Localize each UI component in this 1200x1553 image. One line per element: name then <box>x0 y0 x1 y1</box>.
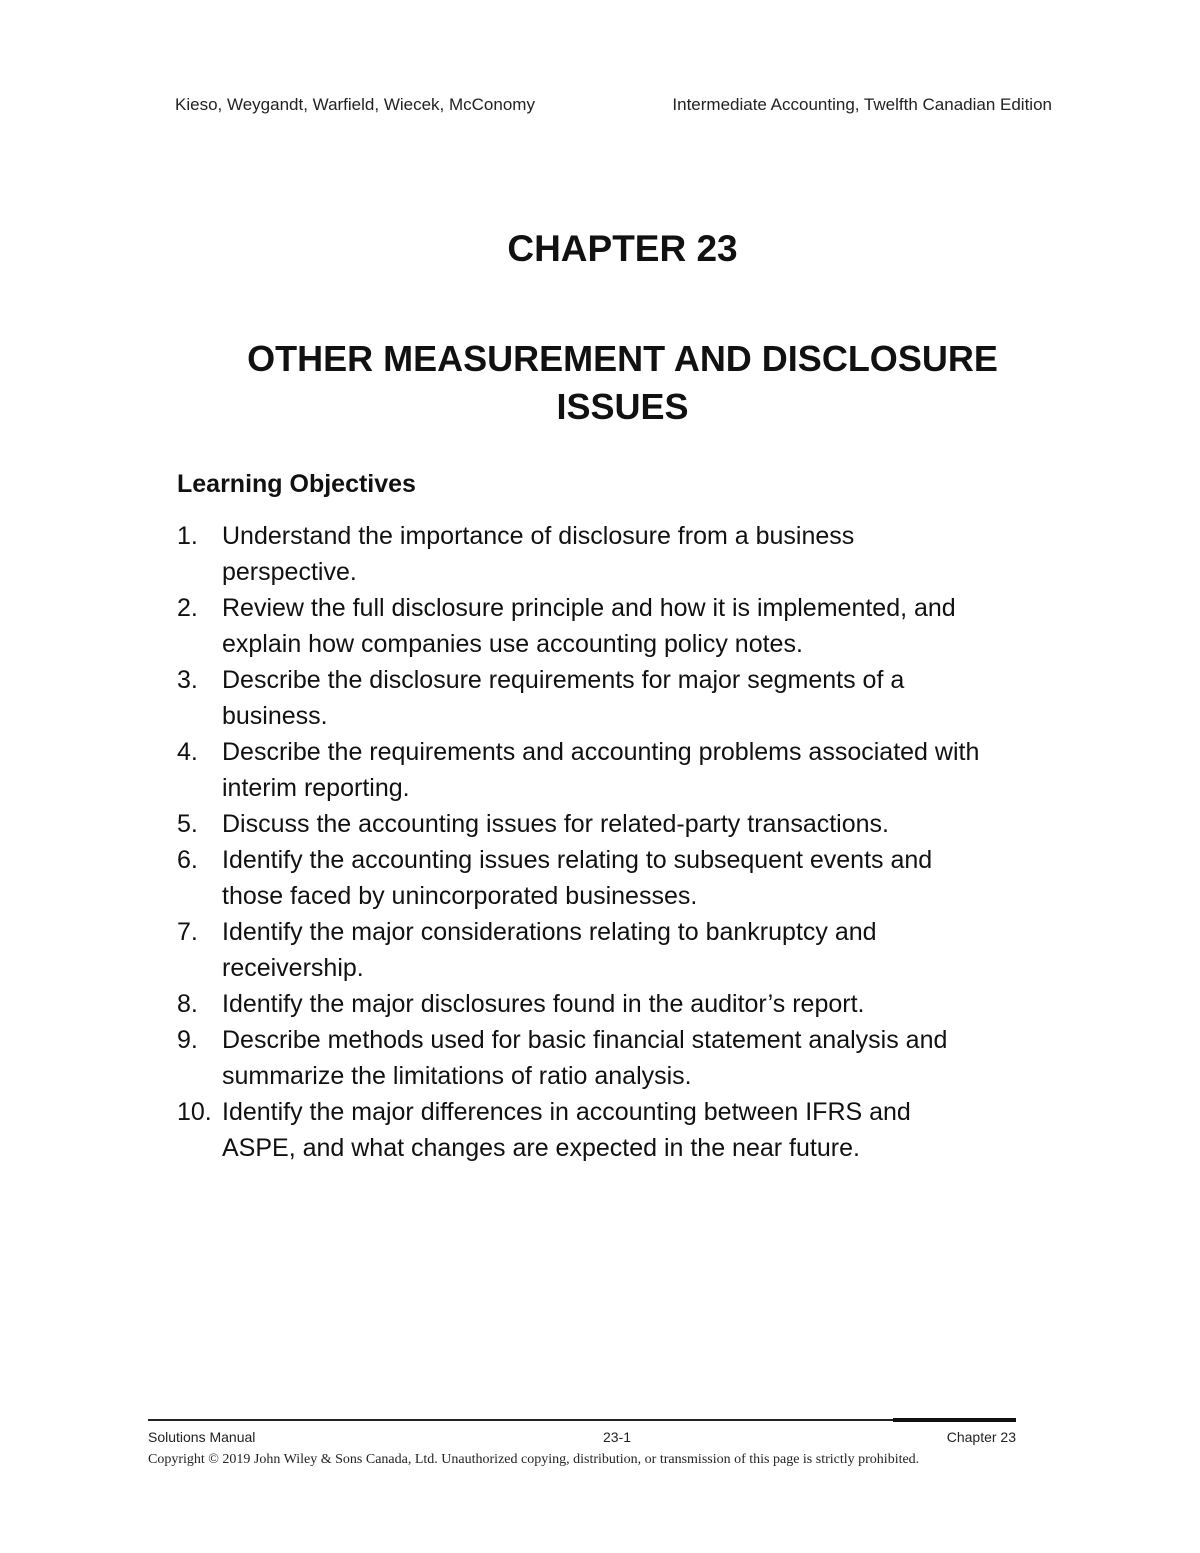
chapter-subtitle: OTHER MEASUREMENT AND DISCLOSURE ISSUES <box>247 338 998 427</box>
header-book-title: Intermediate Accounting, Twelfth Canadian Edition <box>672 95 1052 114</box>
objective-number: 10. <box>177 1098 212 1126</box>
objective-text: Describe methods used for basic financial statement analysis and summarize the limitations of ratio analysis. <box>222 1026 948 1090</box>
list-item <box>177 734 987 806</box>
objective-number: 3. <box>177 666 198 694</box>
objective-text: Identify the major disclosures found in the auditor’s report. <box>222 990 865 1018</box>
footer-divider-accent <box>893 1418 1016 1422</box>
footer-chapter-label: Chapter 23 <box>946 1429 1016 1445</box>
list-item <box>177 662 987 734</box>
list-item <box>177 1022 987 1094</box>
list-item <box>177 590 987 662</box>
header-authors: Kieso, Weygandt, Warfield, Wiecek, McConomy <box>175 95 535 114</box>
footer-divider <box>148 1419 1016 1421</box>
objective-text: Understand the importance of disclosure from a business perspective. <box>222 522 855 586</box>
objective-text: Describe the requirements and accounting problems associated with interim reporting. <box>222 738 980 802</box>
list-item <box>177 518 987 590</box>
learning-objectives-heading: Learning Objectives <box>177 470 416 498</box>
objective-number: 7. <box>177 918 198 946</box>
objective-number: 8. <box>177 990 198 1018</box>
objective-number: 5. <box>177 810 198 838</box>
objective-text: Review the full disclosure principle and how it is implemented, and explain how companies use accounting policy notes. <box>222 594 956 658</box>
list-item <box>177 1094 987 1166</box>
objective-number: 1. <box>177 522 198 550</box>
objective-text: Identify the major differences in accounting between IFRS and ASPE, and what changes are expected in the near future. <box>222 1098 911 1162</box>
learning-objectives-list <box>177 518 987 1166</box>
objective-text: Identify the major considerations relating to bankruptcy and receivership. <box>222 918 877 982</box>
list-item <box>177 986 987 1022</box>
footer-page-number: 23-1 <box>603 1429 632 1445</box>
page-header <box>175 95 1052 115</box>
objective-text: Describe the disclosure requirements for major segments of a business. <box>222 666 905 730</box>
list-item <box>177 806 987 842</box>
objective-number: 4. <box>177 738 198 766</box>
chapter-title: CHAPTER 23 <box>507 228 738 269</box>
list-item <box>177 842 987 914</box>
footer-manual-label: Solutions Manual <box>148 1429 256 1445</box>
objective-text: Discuss the accounting issues for related-party transactions. <box>222 810 889 838</box>
objective-number: 6. <box>177 846 198 874</box>
objective-text: Identify the accounting issues relating to subsequent events and those faced by unincorporated businesses. <box>222 846 933 910</box>
objective-number: 2. <box>177 594 198 622</box>
copyright-notice: Copyright © 2019 John Wiley & Sons Canada, Ltd. Unauthorized copying, distribution, or transmission of this page is strictly prohibited. <box>148 1452 920 1467</box>
list-item <box>177 914 987 986</box>
objective-number: 9. <box>177 1026 198 1054</box>
